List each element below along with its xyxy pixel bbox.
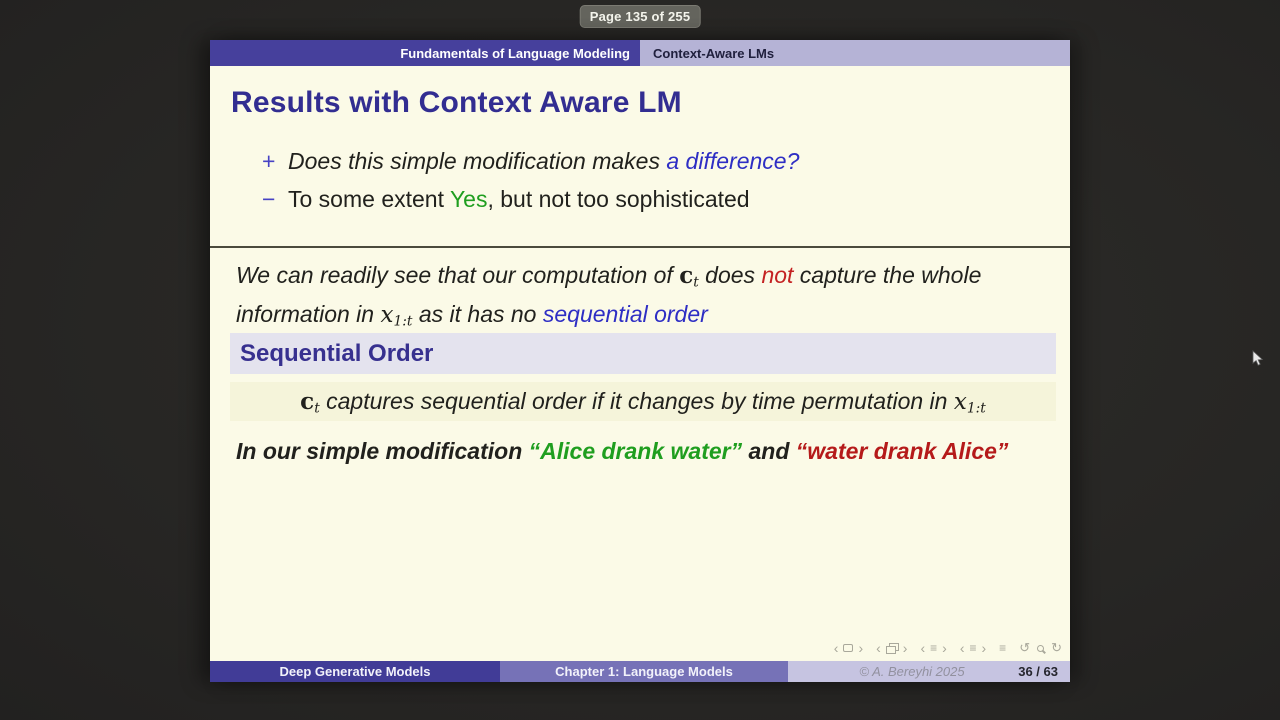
para-text: We can readily see that our computation of — [236, 262, 680, 288]
slide-title: Results with Context Aware LM — [231, 86, 682, 119]
section-tab-fundamentals[interactable]: Fundamentals of Language Modeling — [210, 40, 640, 66]
example-prefix: In our simple modification — [236, 438, 529, 464]
frame-icon[interactable] — [843, 644, 853, 652]
sequential-order-highlight: sequential order — [542, 301, 708, 328]
math-x-subscript: 1:t — [393, 313, 413, 330]
math-x: x — [953, 389, 967, 415]
para-text: capture the whole — [793, 262, 982, 288]
slide-footer-bar — [210, 661, 1070, 682]
section-nav-group — [920, 642, 946, 654]
answer-prefix: To some extent — [288, 186, 450, 212]
search-icon[interactable] — [1037, 645, 1044, 652]
header-separator-line — [210, 246, 1070, 248]
frame-nav-group — [834, 642, 863, 654]
math-c: c — [679, 262, 694, 289]
history-nav-group — [1019, 640, 1062, 656]
section-tab-context-aware[interactable]: Context-Aware LMs — [640, 40, 1070, 66]
block-title: Sequential Order — [230, 333, 1056, 374]
not-highlight: not — [761, 262, 794, 288]
math-c-subscript: t — [693, 274, 699, 291]
go-forward-icon[interactable]: ↻ — [1051, 640, 1062, 655]
appendix-list-icon[interactable]: ≡ — [999, 641, 1007, 655]
bullet-question-text — [288, 148, 799, 175]
red-quote: “water drank Alice” — [795, 438, 1009, 464]
math-c-subscript: t — [314, 400, 320, 417]
green-quote: “Alice drank water” — [528, 438, 743, 464]
minus-bullet-marker: − — [262, 186, 276, 212]
math-c: c — [300, 388, 315, 415]
math-x-subscript: 1:t — [966, 400, 986, 417]
para-text: information in — [236, 301, 381, 328]
block-body — [230, 382, 1056, 421]
mouse-cursor-icon — [1252, 350, 1266, 368]
definition-block — [230, 333, 1056, 421]
question-highlight: a difference? — [666, 148, 800, 174]
bullet-question — [262, 148, 799, 175]
footer-chapter-title: Chapter 1: Language Models — [500, 661, 788, 682]
answer-suffix: , but not too sophisticated — [487, 186, 750, 212]
footer-page-number: 36 / 63 — [1018, 664, 1058, 679]
next-subsection-icon[interactable]: › — [902, 640, 908, 656]
presentation-slide — [210, 40, 1070, 682]
block-body-text: captures sequential order if it changes by time permutation in — [319, 388, 954, 414]
paragraph-line-1 — [236, 259, 1036, 298]
section-list-icon[interactable]: ≡ — [930, 641, 938, 655]
appendix-nav-group — [999, 643, 1006, 653]
prev-frame-icon[interactable]: ‹ — [833, 640, 839, 656]
para-text: does — [698, 262, 762, 288]
presentation-list-icon[interactable]: ≡ — [969, 641, 977, 655]
go-back-icon[interactable]: ↺ — [1019, 640, 1031, 655]
question-prefix: Does this simple modification makes — [288, 148, 667, 174]
footer-course-title: Deep Generative Models — [210, 661, 500, 682]
footer-right-panel — [788, 661, 1070, 682]
plus-bullet-marker: + — [262, 148, 276, 174]
next-frame-icon[interactable]: › — [858, 640, 864, 656]
para-text: as it has no — [412, 301, 543, 328]
paragraph-line-2 — [236, 298, 1036, 337]
subsection-frames-icon[interactable] — [886, 644, 898, 653]
bullet-answer — [262, 186, 750, 213]
next-section-icon[interactable]: › — [942, 640, 947, 656]
example-sentence — [236, 438, 1008, 465]
observation-paragraph — [236, 259, 1036, 338]
answer-yes: Yes — [449, 186, 488, 212]
slide-header-bar — [210, 40, 1070, 66]
footer-copyright: © A. Bereyhi 2025 — [859, 664, 965, 679]
presentation-nav-group — [960, 642, 986, 654]
next-presentation-icon[interactable]: › — [981, 640, 987, 656]
subsection-nav-group — [876, 642, 907, 654]
prev-presentation-icon[interactable]: ‹ — [959, 640, 965, 656]
prev-section-icon[interactable]: ‹ — [920, 640, 926, 656]
bullet-answer-text — [288, 186, 750, 213]
math-x: x — [380, 302, 394, 329]
page-indicator-badge: Page 135 of 255 — [580, 5, 701, 28]
example-and: and — [742, 438, 796, 464]
beamer-navigation-bar — [826, 640, 1062, 656]
prev-subsection-icon[interactable]: ‹ — [876, 640, 881, 656]
